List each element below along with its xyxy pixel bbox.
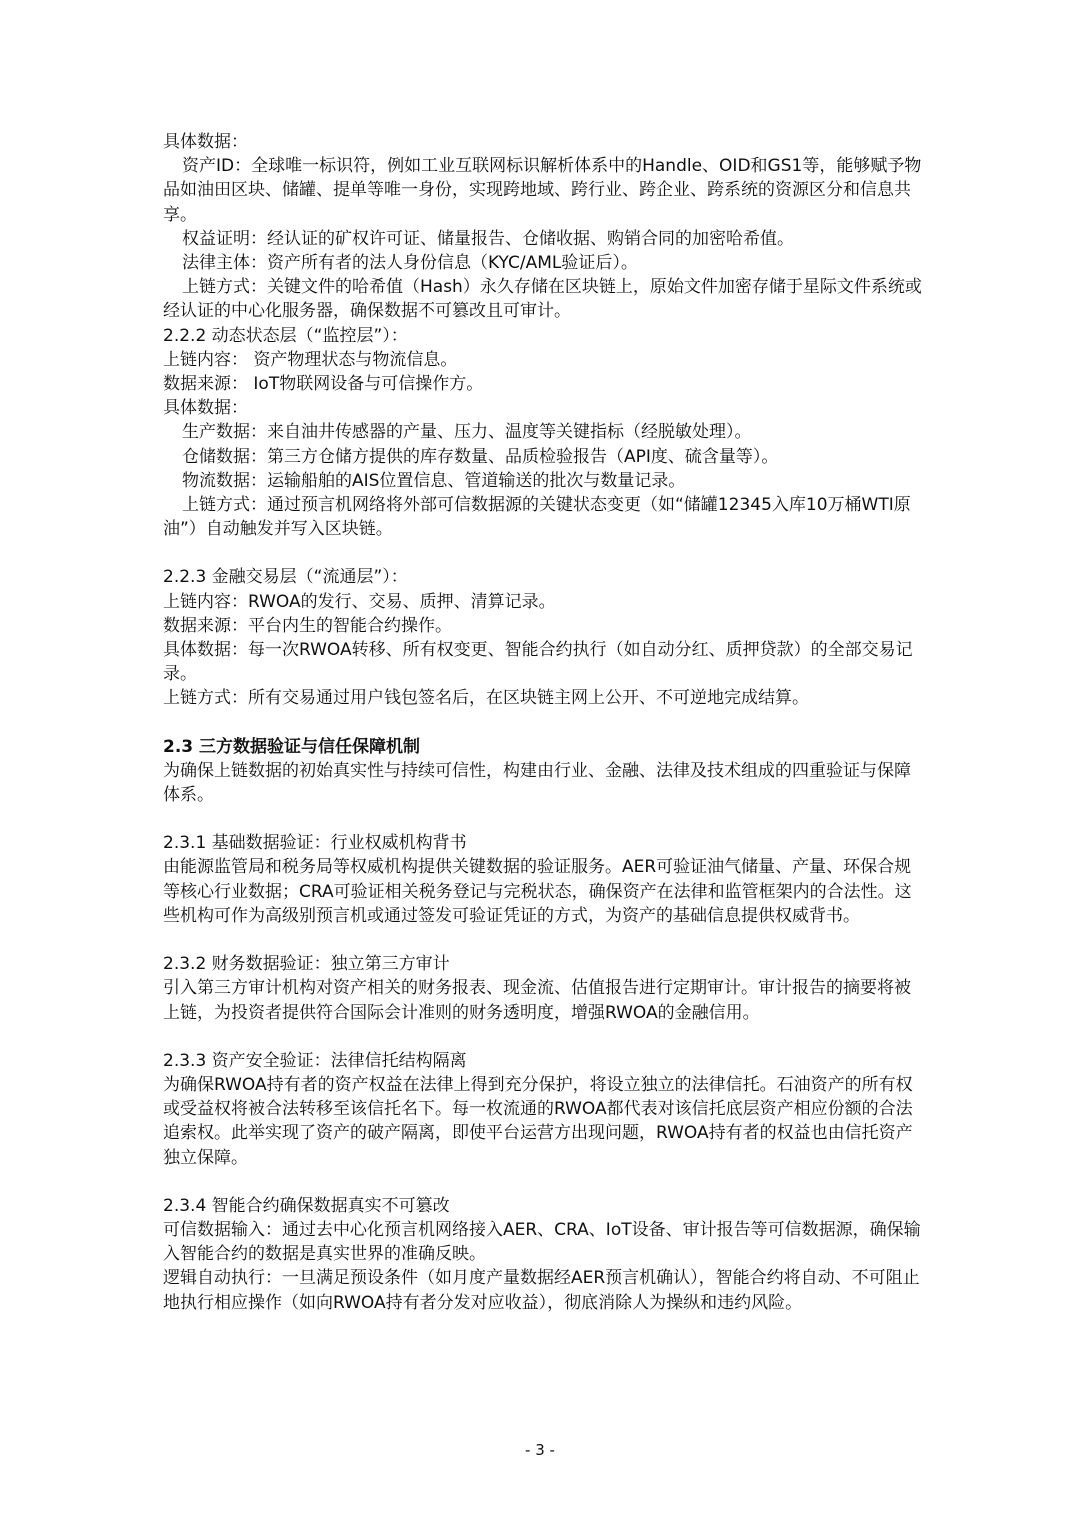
paragraph-asset-id: 资产ID：全球唯一标识符，例如工业互联网标识解析体系中的Handle、OID和GS1等，能够赋予物品如油田区块、储罐、提单等唯一身份，实现跨地域、跨行业、跨企业、跨系统的资源区分和信息共享。 — [163, 156, 922, 225]
paragraph-production-data: 生产数据：来自油井传感器的产量、压力、温度等关键指标（经脱敏处理）。 — [182, 422, 752, 443]
paragraph-onchain-method-2: 上链方式：通过预言机网络将外部可信数据源的关键状态变更（如“储罐12345入库10万桶WTI原油”）自动触发并写入区块链。 — [163, 495, 911, 540]
paragraph-data-source-2: 数据来源： IoT物联网设备与可信操作方。 — [163, 374, 484, 395]
heading-2-3-4: 2.3.4 智能合约确保数据真实不可篡改 — [163, 1195, 450, 1216]
heading-2-3-3: 2.3.3 资产安全验证：法律信托结构隔离 — [163, 1050, 467, 1071]
heading-2-3-2: 2.3.2 财务数据验证：独立第三方审计 — [163, 954, 450, 975]
page-number: - 3 - — [525, 1441, 555, 1459]
heading-2-3: 2.3 三方数据验证与信任保障机制 — [163, 736, 421, 757]
paragraph-onchain-content-2: 上链内容： 资产物理状态与物流信息。 — [163, 349, 458, 370]
paragraph-storage-data: 仓储数据：第三方仓储方提供的库存数量、品质检验报告（API度、硫含量等）。 — [182, 446, 779, 467]
paragraph-onchain-method-3: 上链方式：所有交易通过用户钱包签名后，在区块链主网上公开、不可逆地完成结算。 — [163, 688, 809, 709]
paragraph-data-source-3: 数据来源：平台内生的智能合约操作。 — [163, 615, 452, 636]
paragraph-logistics-data: 物流数据：运输船舶的AIS位置信息、管道输送的批次与数量记录。 — [182, 470, 686, 491]
heading-2-2-2: 2.2.2 动态状态层（“监控层”）： — [163, 325, 408, 346]
paragraph-rights-proof: 权益证明：经认证的矿权许可证、储量报告、仓储收据、购销合同的加密哈希值。 — [182, 228, 794, 249]
heading-2-3-1: 2.3.1 基础数据验证：行业权威机构背书 — [163, 833, 467, 854]
paragraph-2-3-3-body: 为确保RWOA持有者的资产权益在法律上得到充分保护，将设立独立的法律信托。石油资产的所有权或受益权将被合法转移至该信托名下。每一枚流通的RWOA都代表对该信托底层资产相应份额的合法追索权。此举实现了资产的破产隔离，即使平台运营方出现问题，RWOA持有者的权益也由信托资产独立保障。 — [163, 1074, 913, 1168]
heading-2-2-3: 2.2.3 金融交易层（“流通层”）： — [163, 567, 408, 588]
paragraph-trusted-input: 可信数据输入：通过去中心化预言机网络接入AER、CRA、IoT设备、审计报告等可信数据源，确保输入智能合约的数据是真实世界的准确反映。 — [163, 1219, 921, 1265]
paragraph-2-3-1-body: 由能源监管局和税务局等权威机构提供关键数据的验证服务。AER可验证油气储量、产量、环保合规等核心行业数据；CRA可验证相关税务登记与完税状态，确保资产在法律和监管框架内的合法性。这些机构可作为高级别预言机或通过签发可验证凭证的方式，为资产的基础信息提供权威背书。 — [163, 857, 912, 926]
paragraph-specific-data-3: 具体数据：每一次RWOA转移、所有权变更、智能合约执行（如自动分红、质押贷款）的全部交易记录。 — [163, 640, 913, 685]
page-content — [163, 130, 923, 1315]
paragraph-specific-data-label-2: 具体数据： — [163, 398, 248, 419]
paragraph-2-3-2-body: 引入第三方审计机构对资产相关的财务报表、现金流、估值报告进行定期审计。审计报告的摘要将被上链，为投资者提供符合国际会计准则的财务透明度，增强RWOA的金融信用。 — [163, 978, 911, 1023]
paragraph-2-3-intro: 为确保上链数据的初始真实性与持续可信性，构建由行业、金融、法律及技术组成的四重验证与保障体系。 — [163, 760, 911, 806]
paragraph-auto-execution: 逻辑自动执行：一旦满足预设条件（如月度产量数据经AER预言机确认），智能合约将自动、不可阻止地执行相应操作（如向RWOA持有者分发对应收益），彻底消除人为操纵和违约风险。 — [163, 1268, 920, 1313]
paragraph-legal-entity: 法律主体：资产所有者的法人身份信息（KYC/AML验证后）。 — [182, 253, 638, 274]
paragraph-specific-data-label: 具体数据： — [163, 132, 248, 152]
paragraph-onchain-content-3: 上链内容：RWOA的发行、交易、质押、清算记录。 — [163, 591, 556, 612]
paragraph-onchain-method-1: 上链方式：关键文件的哈希值（Hash）永久存储在区块链上，原始文件加密存储于星际文件系统或经认证的中心化服务器，确保数据不可篡改且可审计。 — [163, 277, 922, 322]
